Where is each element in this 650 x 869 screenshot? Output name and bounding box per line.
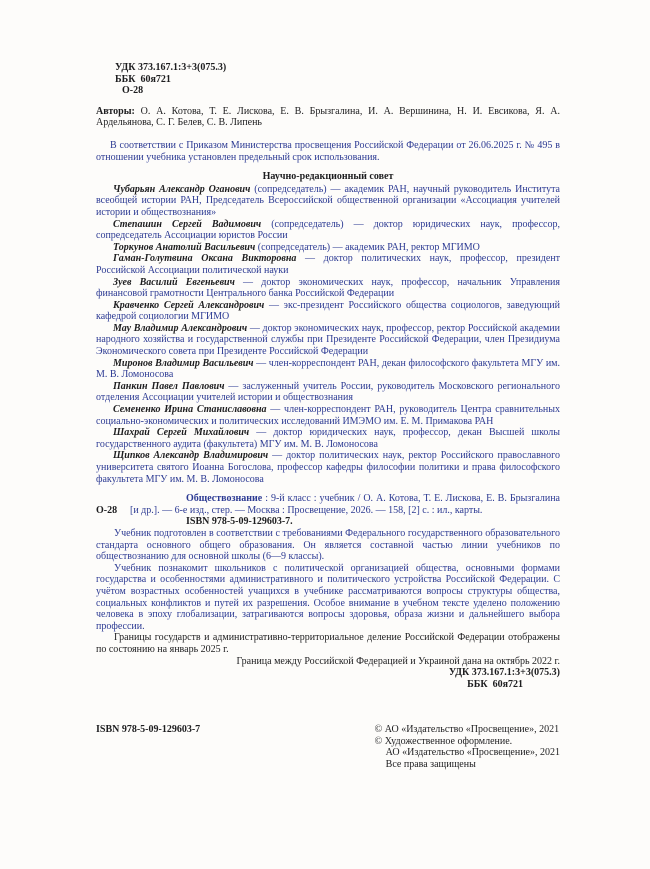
member-description: — доктор политических наук, профессор, президент Российской Ассоциации политической науки	[96, 253, 560, 276]
catalog-entry	[130, 493, 560, 516]
catalog-title: Обществознание	[186, 493, 263, 505]
member-name: Семененко Ирина Станиславовна	[113, 404, 267, 416]
council-member	[96, 323, 560, 358]
author-sign-code: О-28	[122, 85, 144, 97]
member-description: — доктор юридических наук, профессор, декан Высшей школы государственного аудита (факультета) МГУ им. М. В. Ломоносова	[96, 427, 561, 450]
member-name: Торкунов Анатолий Васильевич	[113, 241, 256, 253]
classification-block	[115, 62, 560, 97]
council-member	[96, 184, 560, 219]
udk-line: УДК 373.167.1:3+3(075.3)	[115, 62, 227, 73]
member-name: Кравченко Сергей Александрович	[113, 299, 265, 311]
council-members-list	[96, 184, 560, 485]
member-name: Гаман-Голутвина Оксана Викторовна	[113, 253, 297, 265]
council-member	[96, 358, 560, 381]
annotation-block	[96, 528, 560, 690]
copyright-line-2: © Художественное оформление.	[374, 735, 513, 747]
authors-line	[96, 106, 560, 129]
member-description: (сопредседатель) — академик РАН, научный руководитель Института всеобщей истории РАН, Председатель Всероссийской общественной организации «Ассоциация учителей истории и обществознания»	[96, 183, 560, 218]
authors-label: Авторы:	[96, 105, 135, 117]
catalog-description: : 9-й класс : учебник / О. А. Котова, Т. Е. Лискова, Е. В. Брызгалина [и др.]. — 6-е изд., стер. — Москва : Просвещение, 2026. — 158, [2] с. : ил., карты.	[130, 493, 560, 516]
annotation-paragraph-1: Учебник подготовлен в соответствии с требованиями Федерального государственного образовательного стандарта основного общего образования. Он является составной частью линии учебников по обществознанию для основной школы (6—9 классы).	[96, 527, 560, 563]
member-description: — заслуженный учитель России, руководитель Московского регионального отделения Ассоциации учителей истории и обществознания	[96, 380, 560, 404]
catalog-card	[96, 493, 560, 528]
borders-note-1: Границы государств и административно-территориальное деление Российской Федерации отображены по состоянию на январь 2025 г.	[96, 632, 560, 655]
member-name: Панкин Павел Павлович	[113, 380, 225, 392]
member-name: Миронов Владимир Васильевич	[113, 357, 254, 369]
catalog-author-code: О-28	[96, 504, 118, 516]
catalog-isbn: ISBN 978-5-09-129603-7.	[186, 516, 293, 528]
bbk-line: ББК 60я721	[115, 73, 171, 85]
authors-names: О. А. Котова, Т. Е. Лискова, Е. В. Брызгалина, И. А. Вершинина, Н. И. Евсикова, Я. А. Ардельянова, С. Г. Белев, С. В. Липень	[96, 105, 560, 129]
member-description: — доктор экономических наук, профессор, ректор Российской академии народного хозяйства и государственной службы при Президенте Российской Федерации, член Президиума Экономического совета при Президенте Российской Федерации	[96, 322, 560, 358]
council-member	[96, 242, 560, 254]
udk-bottom: УДК 373.167.1:3+3(075.3)	[448, 667, 560, 679]
council-member	[96, 253, 560, 276]
member-description: — экс-президент Российского общества социологов, заведующий кафедрой социологии МГИМО	[96, 299, 561, 323]
council-member	[96, 300, 560, 323]
council-title: Научно-редакционный совет	[262, 171, 394, 183]
footer-isbn: ISBN 978-5-09-129603-7	[96, 724, 201, 736]
member-description: — член-корреспондент РАН, декан философского факультета МГУ им. М. В. Ломоносова	[96, 357, 560, 381]
member-description: — член-корреспондент РАН, руководитель Центра сравнительных социально-экономических и политических исследований ИМЭМО им. Е. М. Примакова РАН	[96, 404, 560, 427]
copyright-line-3: АО «Издательство «Просвещение», 2021	[385, 747, 560, 759]
council-member	[96, 219, 560, 242]
annotation-paragraph-2: Учебник познакомит школьников с политической организацией общества, основными формами государства и особенностями административного и политического устройства Российской Федерации. С учётом возрастных особенностей учащихся в учебнике рассматриваются вопросы структуры общества, социальных конфликтов и путей их разрешения. Особое внимание в учебном тексте уделено положению человека в эпоху глобализации, затрагиваются вопросы здоровья, образа жизни и дальнейшего выбора профессии.	[96, 562, 560, 632]
member-description: (сопредседатель) — академик РАН, ректор МГИМО	[255, 241, 480, 253]
council-member	[96, 404, 560, 427]
borders-note-2: Граница между Российской Федерацией и Украиной дана на октябрь 2022 г.	[236, 655, 560, 667]
usage-note: В соответствии с Приказом Министерства просвещения Российской Федерации от 26.06.2025 г. № 495 в отношении учебника установлен предельный срок использования.	[96, 139, 560, 163]
member-name: Зуев Василий Евгеньевич	[113, 276, 235, 288]
council-member	[96, 450, 560, 485]
member-name: Мау Владимир Александрович	[113, 322, 248, 334]
council-member	[96, 277, 560, 300]
member-name: Степашин Сергей Вадимович	[113, 218, 262, 230]
bbk-bottom: ББК 60я721	[467, 678, 523, 690]
member-description: — доктор политических наук, ректор Российского православного университета святого Иоанна Богослова, профессор кафедры философии политики и права философского факультета МГУ им. М. В. Ломоносова	[96, 450, 560, 485]
council-member	[96, 427, 560, 450]
council-member	[96, 381, 560, 404]
member-description: (сопредседатель) — доктор юридических наук, профессор, сопредседатель Ассоциации юристов России	[96, 218, 560, 242]
imprint-footer	[96, 724, 560, 770]
copyright-line-4: Все права защищены	[385, 759, 476, 771]
copyright-block	[375, 724, 560, 770]
member-description: — доктор экономических наук, профессор, начальник Управления финансовой грамотности Центрального банка Российской Федерации	[96, 276, 561, 300]
copyright-line-1: © АО «Издательство «Просвещение», 2021	[374, 724, 560, 736]
member-name: Щипков Александр Владимирович	[113, 450, 269, 462]
member-name: Чубарьян Александр Оганович	[113, 183, 251, 195]
member-name: Шахрай Сергей Михайлович	[113, 427, 250, 439]
